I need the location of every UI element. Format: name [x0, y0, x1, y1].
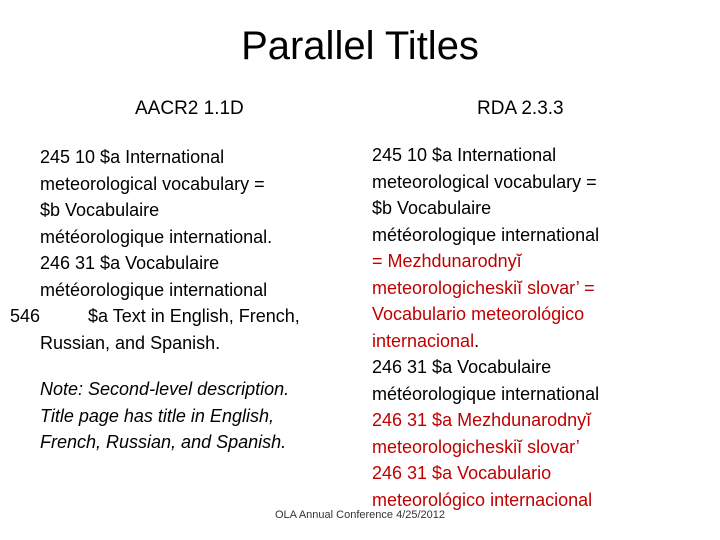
- rda-field-246-french: [372, 354, 702, 407]
- text-line: météorologique international: [40, 279, 268, 300]
- note-line: Title page has title in English,: [40, 405, 274, 426]
- aacr2-heading: AACR2 1.1D: [135, 98, 244, 119]
- slide-title: Parallel Titles: [241, 24, 479, 68]
- text-line: meteorological vocabulary =: [40, 173, 265, 194]
- text-line: 245 10 $a International: [372, 145, 557, 165]
- text-line: 246 31 $a Mezhdunarodnyĭ: [372, 410, 592, 430]
- text-line: meteorologicheskiĭ slovar’: [372, 436, 580, 457]
- text-line: 246 31 $a Vocabulaire: [372, 357, 552, 377]
- note-line: French, Russian, and Spanish.: [40, 432, 287, 452]
- text-line: 245 10 $a International: [40, 147, 225, 167]
- aacr2-field-546: [10, 303, 370, 356]
- aacr2-field-245: [40, 144, 370, 250]
- text-line: meteorológico internacional: [372, 489, 593, 510]
- text-line: [10, 303, 370, 330]
- text-line: 246 31 $a Vocabulaire: [40, 253, 220, 273]
- rda-field-246-spanish: [372, 460, 702, 513]
- text-line: météorologique international: [372, 383, 600, 404]
- aacr2-note: [40, 376, 370, 456]
- rda-field-246-russian: [372, 407, 702, 460]
- aacr2-column: [10, 144, 370, 456]
- text-line: = Mezhdunarodnyĭ: [372, 251, 522, 271]
- text-line: $b Vocabulaire: [40, 200, 160, 220]
- text-line: météorologique international.: [40, 226, 273, 247]
- rda-field-245: [372, 142, 702, 354]
- aacr2-field-246: [40, 250, 370, 303]
- text-line: Vocabulario meteorológico: [372, 304, 585, 324]
- field-value: $a Text in English, French,: [88, 306, 300, 326]
- field-tag: 546: [10, 306, 41, 326]
- text-line: [372, 328, 702, 355]
- text-line: $b Vocabulaire: [372, 198, 492, 218]
- rda-column: [372, 142, 702, 513]
- text-line: météorologique international: [372, 224, 600, 245]
- period: .: [474, 330, 480, 351]
- text-line: meteorologicheskiĭ slovar’ =: [372, 277, 595, 298]
- text-line: 246 31 $a Vocabulario: [372, 463, 552, 483]
- text-line: Russian, and Spanish.: [40, 332, 221, 353]
- note-line: Note: Second-level description.: [40, 379, 290, 399]
- text-line: meteorological vocabulary =: [372, 171, 597, 192]
- highlighted-text: internacional: [372, 330, 475, 351]
- rda-heading: RDA 2.3.3: [477, 98, 564, 119]
- slide-footer: OLA Annual Conference 4/25/2012: [274, 509, 446, 521]
